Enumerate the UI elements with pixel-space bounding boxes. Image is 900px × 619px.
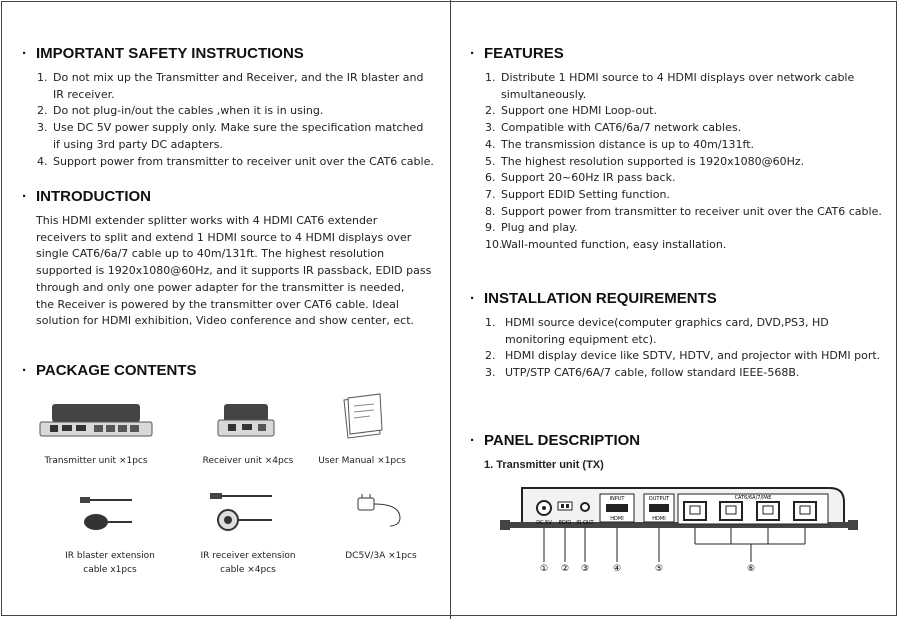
panel-subtitle: 1. Transmitter unit (TX) xyxy=(484,459,604,471)
callout-2: ② xyxy=(561,564,570,574)
list-item-number: 6. xyxy=(485,171,496,185)
cat-ports-label: CAT6/6A/7/PAE xyxy=(734,495,772,501)
list-item-number: 3. xyxy=(485,121,496,135)
ir-out-port-icon xyxy=(581,503,589,511)
list-item xyxy=(485,103,882,120)
list-item-number: 7. xyxy=(485,187,496,201)
callout-4: ④ xyxy=(613,564,622,574)
safety-title: · IMPORTANT SAFETY INSTRUCTIONS xyxy=(22,45,304,62)
intro-line: the Receiver is powered by the transmitter over CAT6 cable. Ideal xyxy=(36,297,399,311)
list-item-line: if using 3rd party DC adapters. xyxy=(53,137,223,151)
power-adapter-illustration xyxy=(356,494,406,530)
list-item-line: UTP/STP CAT6/6A/7 cable, follow standard IEEE-568B. xyxy=(505,366,800,380)
package-transmitter-label: Transmitter unit ×1pcs xyxy=(44,456,148,466)
callout-6: ⑥ xyxy=(747,564,756,574)
features-title: · FEATURES xyxy=(470,45,564,62)
intro-line: single CAT6/6a/7 cable up to 40m/131ft. The highest resolution xyxy=(36,247,385,261)
list-item-number: 2. xyxy=(485,104,496,118)
list-item-line: Do not plug-in/out the cables ,when it is in using. xyxy=(53,104,324,118)
list-item-number: 1. xyxy=(485,316,496,329)
list-item-number: 4. xyxy=(37,154,48,168)
package-ir-blaster-label: IR blaster extension cable x1pcs xyxy=(65,551,155,575)
list-item xyxy=(485,170,882,187)
list-item-line: The transmission distance is up to 40m/131ft. xyxy=(501,137,755,151)
list-item xyxy=(37,70,434,103)
install-title: · INSTALLATION REQUIREMENTS xyxy=(470,290,717,307)
callout-3: ③ xyxy=(581,564,590,574)
callout-1: ① xyxy=(540,564,549,574)
list-item-line: simultaneously. xyxy=(501,87,587,101)
safety-list xyxy=(37,70,434,170)
dc-port-label: DC 5V xyxy=(536,520,552,526)
hdmi-input-port-icon xyxy=(606,504,628,512)
list-item-number: 8. xyxy=(485,204,496,218)
list-item xyxy=(485,315,880,348)
list-item-number: 5. xyxy=(485,154,496,168)
list-item-number: 9. xyxy=(485,221,496,235)
rj45-port-icon xyxy=(794,502,816,520)
ir-blaster-illustration xyxy=(80,494,136,534)
list-item xyxy=(485,70,882,103)
package-receiver-label: Receiver unit ×4pcs xyxy=(202,456,294,466)
list-item xyxy=(485,348,880,365)
ir-receiver-illustration xyxy=(210,490,276,534)
list-item xyxy=(37,120,434,153)
list-item-number: 3. xyxy=(485,366,496,380)
list-item-number: 3. xyxy=(37,121,48,135)
intro-line: supported is 1920x1080@60Hz, and it supports IR passback, EDID pass xyxy=(36,264,432,278)
list-item xyxy=(485,120,882,137)
output-top-label: OUTPUT xyxy=(648,496,670,502)
intro-paragraph xyxy=(36,213,431,330)
list-item-line: The highest resolution supported is 1920x1080@60Hz. xyxy=(501,154,805,168)
list-item xyxy=(485,187,882,204)
list-item xyxy=(485,237,882,254)
edid-label: EDID xyxy=(558,520,572,526)
list-item xyxy=(37,154,434,171)
list-item xyxy=(485,154,882,171)
list-item xyxy=(485,137,882,154)
list-item-line: monitoring equipment etc). xyxy=(505,332,657,346)
input-top-label: INPUT xyxy=(609,496,625,502)
callout-5: ⑤ xyxy=(655,564,664,574)
rj45-port-icon xyxy=(720,502,742,520)
column-divider xyxy=(450,0,451,619)
list-item-number: 1. xyxy=(485,71,496,84)
list-item-line: Compatible with CAT6/6a/7 network cables. xyxy=(501,121,742,135)
panel-title: · PANEL DESCRIPTION xyxy=(470,432,641,449)
list-item-number: 2. xyxy=(485,349,496,363)
list-item-line: Support EDID Setting function. xyxy=(501,187,670,201)
package-title: · PACKAGE CONTENTS xyxy=(22,362,197,379)
intro-line: through and only one power adapter for the transmitter is needed, xyxy=(36,280,405,294)
list-item-line: Support 20~60Hz IR pass back. xyxy=(501,171,676,185)
package-power-label: DC5V/3A ×1pcs xyxy=(345,551,417,561)
transmitter-panel-diagram xyxy=(500,480,860,580)
list-item-number: 2. xyxy=(37,104,48,118)
list-item-number: 4. xyxy=(485,137,496,151)
ir-out-label: IR OUT xyxy=(576,520,594,526)
list-item-line: Support one HDMI Loop-out. xyxy=(501,104,657,118)
transmitter-illustration xyxy=(40,400,152,440)
list-item-line: IR receiver. xyxy=(53,87,115,101)
list-item-line: Distribute 1 HDMI source to 4 HDMI displays over network cable xyxy=(501,71,855,84)
hdmi-output-port-icon xyxy=(649,504,669,512)
receiver-illustration xyxy=(218,402,274,438)
package-manual-label: User Manual ×1pcs xyxy=(318,456,406,466)
intro-line: This HDMI extender splitter works with 4 HDMI CAT6 extender xyxy=(36,214,378,227)
list-item-line: HDMI display device like SDTV, HDTV, and projector with HDMI port. xyxy=(505,349,881,363)
package-ir-receiver-label: IR receiver extension cable ×4pcs xyxy=(200,551,296,575)
list-item xyxy=(485,220,882,237)
list-item-line: Plug and play. xyxy=(501,221,578,235)
list-item-number: 10. xyxy=(485,238,503,252)
intro-line: receivers to split and extend 1 HDMI source to 4 HDMI displays over xyxy=(36,230,412,244)
list-item-line: Support power from transmitter to receiver unit over the CAT6 cable. xyxy=(53,154,434,168)
list-item xyxy=(37,103,434,120)
list-item-line: HDMI source device(computer graphics card, DVD,PS3, HD xyxy=(505,316,829,329)
list-item-line: Do not mix up the Transmitter and Receiver, and the IR blaster and xyxy=(53,71,424,84)
edid-switch-icon xyxy=(558,502,572,510)
input-bottom-label: HDMI xyxy=(610,516,624,522)
intro-line: solution for HDMI exhibition, Video conference and show center, ect. xyxy=(36,314,415,328)
list-item-line: Use DC 5V power supply only. Make sure the specification matched xyxy=(53,121,424,135)
list-item xyxy=(485,204,882,221)
intro-title: · INTRODUCTION xyxy=(22,188,151,205)
list-item-line: Support power from transmitter to receiver unit over the CAT6 cable. xyxy=(501,204,882,218)
output-bottom-label: HDMI xyxy=(652,516,666,522)
list-item-number: 1. xyxy=(37,71,48,84)
manual-illustration xyxy=(340,394,384,440)
rj45-port-icon xyxy=(757,502,779,520)
list-item-line: Wall-mounted function, easy installation. xyxy=(501,238,727,252)
list-item xyxy=(485,365,880,382)
features-list xyxy=(485,70,882,254)
install-list xyxy=(485,315,880,382)
rj45-port-icon xyxy=(684,502,706,520)
